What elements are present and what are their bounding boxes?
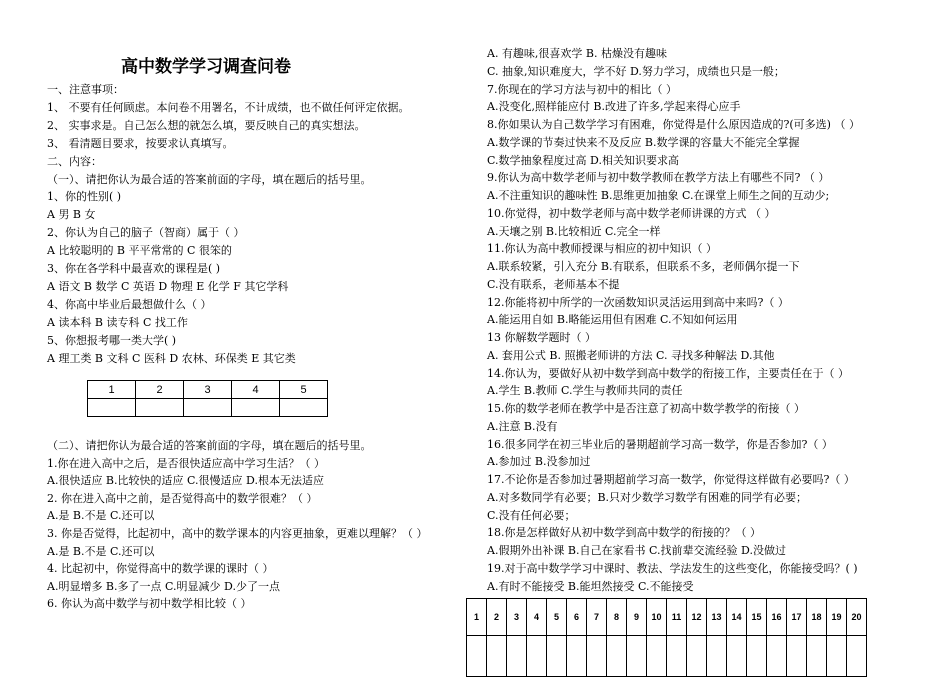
- answer-cell-number: 2: [493, 611, 499, 622]
- text-line: 16.很多同学在初三毕业后的暑期超前学习高一数学，你是否参加?（ ）: [487, 437, 833, 451]
- text-line: 4、你高中毕业后最想做什么（ ）: [47, 297, 212, 311]
- text-line: 9.你认为高中数学老师与初中数学教师在教学方法上有哪些不同? （ ）: [487, 171, 830, 185]
- text-line: 8.你如果认为自己数学学习有困难，你觉得是什么原因造成的?(可多选) （ ）: [487, 118, 860, 131]
- answer-cell-number: 9: [633, 611, 639, 622]
- answer-cell-header: [547, 599, 567, 636]
- answer-cell-number: 17: [791, 611, 802, 622]
- text-line: C.没有联系，老师基本不提: [487, 277, 620, 291]
- answer-cell-blank[interactable]: [627, 636, 647, 677]
- answer-cell-header: [587, 599, 607, 636]
- text-line: 4. 比起初中，你觉得高中的数学课的课时（ ）: [47, 562, 274, 576]
- text-line: 2. 你在进入高中之前，是否觉得高中的数学很难？（ ）: [47, 491, 318, 505]
- text-line: A.天壤之别 B.比较相近 C.完全一样: [487, 224, 661, 238]
- text-line: 2、你认为自己的脑子（智商）属于（ ）: [47, 226, 245, 240]
- text-line: 10.你觉得，初中数学老师与高中数学老师讲课的方式 （ ）: [487, 206, 776, 220]
- text-line: A.没变化,照样能应付 B.改进了许多,学起来得心应手: [487, 100, 741, 114]
- text-line: A.明显增多 B.多了一点 C.明显减少 D.少了一点: [47, 579, 280, 593]
- text-line: A 语文 B 数学 C 英语 D 物理 E 化学 F 其它学科: [47, 279, 289, 293]
- text-line: A.数学课的节奏过快来不及反应 B.数学课的容量大不能完全掌握: [487, 135, 800, 149]
- text-line: 19.对于高中数学学习中课时、教法、学法发生的这些变化，你能接受吗？( ): [487, 561, 858, 575]
- answer-cell-header: [807, 599, 827, 636]
- text-line: 3、 看清题目要求，按要求认真填写。: [47, 136, 234, 150]
- answer-cell-number: 19: [831, 611, 842, 622]
- text-line: A 比较聪明的 B 平平常常的 C 很笨的: [47, 244, 232, 258]
- text-line: C.没有任何必要；: [487, 508, 576, 522]
- answer-cell-header: [607, 599, 627, 636]
- answer-cell-blank[interactable]: [687, 636, 707, 677]
- answer-cell-header: [767, 599, 787, 636]
- answer-cell-blank[interactable]: [647, 636, 667, 677]
- answer-cell-header: 3: [184, 381, 232, 399]
- answer-cell-header: [747, 599, 767, 636]
- text-line: 7.你现在的学习方法与初中的相比（ ）: [487, 82, 677, 96]
- text-line: A.很快适应 B.比较快的适应 C.很慢适应 D.根本无法适应: [47, 474, 324, 488]
- answer-cell-blank[interactable]: [467, 636, 487, 677]
- answer-cell-header: 4: [232, 381, 280, 399]
- answer-cell-number: 8: [613, 611, 619, 622]
- text-line: C.数学抽象程度过高 D.相关知识要求高: [487, 153, 679, 167]
- text-line: A.对多数同学有必要；B.只对少数学习数学有困难的同学有必要；: [487, 490, 808, 504]
- answer-cell-header: [727, 599, 747, 636]
- answer-cell-header: [627, 599, 647, 636]
- text-line: 14.你认为，要做好从初中数学到高中数学的衔接工作，主要责任在于（ ）: [487, 366, 849, 380]
- text-line: A. 套用公式 B. 照搬老师讲的方法 C. 寻找多种解法 D.其他: [487, 348, 775, 362]
- answer-cell-header: [507, 599, 527, 636]
- answer-cell-header: [707, 599, 727, 636]
- text-line: 3、你在各学科中最喜欢的课程是( ): [47, 262, 221, 275]
- answer-cell-header: [467, 599, 487, 636]
- text-line: 11.你认为高中教师授课与相应的初中知识（ ）: [487, 242, 717, 256]
- title: 高中数学学习调查问卷: [121, 57, 291, 77]
- answer-cell-blank[interactable]: [232, 399, 280, 417]
- text-line: 1、你的性别( ): [47, 190, 122, 204]
- text-line: （二）、请把你认为最合适的答案前面的字母，填在题后的括号里。: [47, 439, 372, 452]
- answer-cell-blank[interactable]: [88, 399, 136, 417]
- answer-cell-number: 4: [533, 611, 539, 622]
- text-line: A.是 B.不是 C.还可以: [47, 509, 155, 523]
- answer-cell-header: [827, 599, 847, 636]
- text-line: 13 你解数学题时（ ）: [487, 331, 596, 344]
- answer-cell-blank[interactable]: [607, 636, 627, 677]
- answer-cell-blank[interactable]: [136, 399, 184, 417]
- text-line: 一、注意事项：: [47, 83, 124, 96]
- answer-cell-header: [667, 599, 687, 636]
- answer-cell-blank[interactable]: [667, 636, 687, 677]
- text-line: A.能运用自如 B.略能运用但有困难 C.不知如何运用: [487, 313, 738, 327]
- answer-cell-blank[interactable]: [280, 399, 328, 417]
- text-line: A.是 B.不是 C.还可以: [47, 544, 155, 558]
- answer-cell-number: 20: [851, 611, 862, 622]
- answer-cell-blank[interactable]: [487, 636, 507, 677]
- text-line: A.联系较紧，引入充分 B.有联系，但联系不多，老师偶尔提一下: [487, 260, 800, 273]
- text-line: 5、你想报考哪一类大学( ): [47, 333, 177, 347]
- answer-cell-number: 18: [811, 611, 822, 622]
- text-line: A.假期外出补课 B.自己在家看书 C.找前辈交流经验 D.没做过: [487, 544, 786, 557]
- answer-cell-header: [847, 599, 867, 636]
- answer-cell-header: [527, 599, 547, 636]
- text-line: A.参加过 B.没参加过: [487, 455, 591, 469]
- text-line: A 理工类 B 文科 C 医科 D 农林、环保类 E 其它类: [47, 351, 296, 365]
- text-line: 二、内容：: [47, 154, 102, 168]
- answer-cell-header: 5: [280, 381, 328, 399]
- answer-cell-header: 1: [88, 381, 136, 399]
- answer-cell-number: 13: [711, 611, 722, 622]
- text-line: A. 有趣味,很喜欢学 B. 枯燥没有趣味: [487, 47, 668, 60]
- answer-cell-number: 7: [593, 611, 599, 622]
- text-line: 15.你的数学老师在教学中是否注意了初高中数学教学的衔接（ ）: [487, 402, 805, 415]
- answer-cell-header: [487, 599, 507, 636]
- text-line: A 读本科 B 读专科 C 找工作: [47, 315, 188, 329]
- answer-cell-blank[interactable]: [807, 636, 827, 677]
- text-line: 1.你在进入高中之后，是否很快适应高中学习生活？（ ）: [47, 456, 325, 470]
- answer-cell-blank[interactable]: [587, 636, 607, 677]
- answer-cell-header: [687, 599, 707, 636]
- answer-cell-blank[interactable]: [847, 636, 867, 677]
- text-line: C. 抽象,知识难度大，学不好 D.努力学习，成绩也只是一般；: [487, 64, 785, 78]
- answer-cell-number: 5: [553, 611, 559, 622]
- text-line: 12.你能将初中所学的一次函数知识灵活运用到高中来吗?（ ）: [487, 295, 789, 309]
- answer-cell-number: 12: [691, 611, 702, 622]
- answer-cell-blank[interactable]: [184, 399, 232, 417]
- answer-cell-number: 16: [771, 611, 782, 622]
- answer-cell-number: 3: [513, 611, 519, 622]
- answer-cell-number: 11: [671, 611, 682, 622]
- text-line: A.学生 B.教师 C.学生与教师共同的责任: [487, 384, 683, 398]
- answer-cell-number: 15: [751, 611, 762, 622]
- text-line: A.不注重知识的趣味性 B.思维更加抽象 C.在课堂上师生之间的互动少;: [487, 189, 830, 202]
- text-line: A.有时不能接受 B.能坦然接受 C.不能接受: [487, 579, 694, 593]
- text-line: 18.你是怎样做好从初中数学到高中数学的衔接的？（ ）: [487, 526, 761, 540]
- answer-cell-number: 6: [573, 611, 579, 622]
- answer-cell-blank[interactable]: [567, 636, 587, 677]
- text-line: 1、 不要有任何顾虑。本问卷不用署名，不计成绩，也不做任何评定依据。: [47, 100, 410, 114]
- answer-cell-header: [787, 599, 807, 636]
- answer-cell-blank[interactable]: [727, 636, 747, 677]
- answer-cell-header: 2: [136, 381, 184, 399]
- answer-cell-blank[interactable]: [747, 636, 767, 677]
- text-line: 17.不论你是否参加过暑期超前学习高一数学，你觉得这样做有必要吗?（ ）: [487, 473, 855, 486]
- answer-cell-number: 10: [651, 611, 662, 622]
- answer-table-part-two: [466, 598, 867, 677]
- answer-cell-blank[interactable]: [547, 636, 567, 677]
- text-line: 6. 你认为高中数学与初中数学相比较（ ）: [47, 597, 252, 611]
- answer-cell-blank[interactable]: [787, 636, 807, 677]
- answer-cell-blank[interactable]: [827, 636, 847, 677]
- text-line: A.注意 B.没有: [487, 419, 558, 433]
- text-line: 3. 你是否觉得，比起初中，高中的数学课本的内容更抽象，更难以理解？（ ）: [47, 527, 428, 540]
- answer-cell-number: 1: [473, 611, 479, 622]
- answer-cell-blank[interactable]: [507, 636, 527, 677]
- answer-cell-blank[interactable]: [767, 636, 787, 677]
- answer-table-part-one: [87, 380, 328, 417]
- answer-cell-number: 14: [731, 611, 742, 622]
- answer-cell-header: [647, 599, 667, 636]
- answer-cell-blank[interactable]: [527, 636, 547, 677]
- answer-cell-header: [567, 599, 587, 636]
- answer-cell-blank[interactable]: [707, 636, 727, 677]
- text-line: 2、 实事求是。自己怎么想的就怎么填，要反映自己的真实想法。: [47, 118, 366, 132]
- text-line: A 男 B 女: [47, 208, 96, 222]
- text-line: （一）、请把你认为最合适的答案前面的字母，填在题后的括号里。: [47, 172, 372, 186]
